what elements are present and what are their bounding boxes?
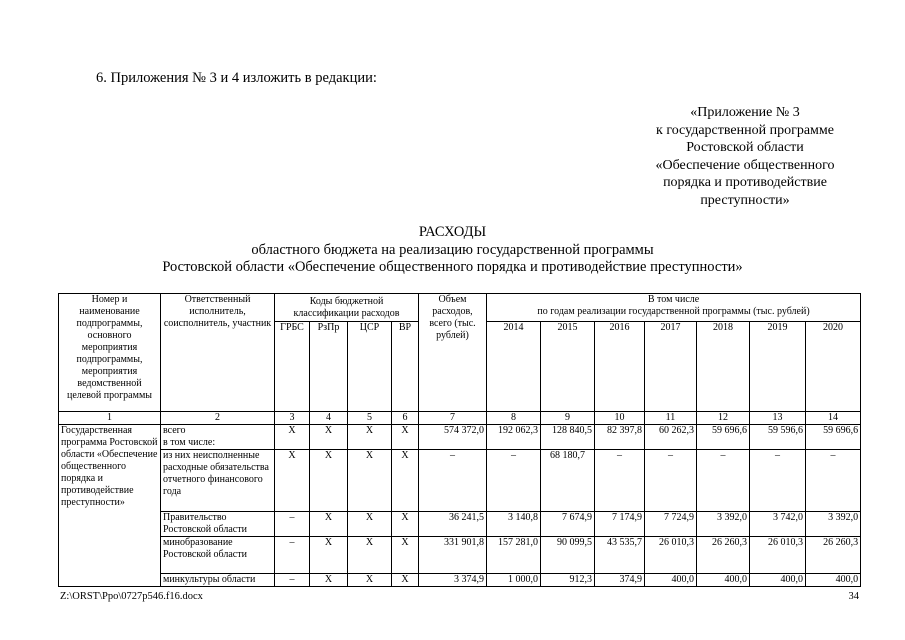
row-vr: Х (392, 512, 419, 537)
header-rzpr: РзПр (310, 322, 348, 412)
row-year-value: 26 260,3 (806, 537, 861, 574)
row-year-value: 82 397,8 (595, 425, 645, 450)
header-executor: Ответственный исполнитель, соисполнитель, участник (161, 294, 275, 412)
column-number: 3 (275, 412, 310, 425)
header-codes: Коды бюджетной классификации расходов (275, 294, 419, 322)
row-year-value: 60 262,3 (645, 425, 697, 450)
row-grbs: – (275, 537, 310, 574)
row-grbs: – (275, 574, 310, 587)
row-year-value: 1 000,0 (487, 574, 541, 587)
column-number: 5 (348, 412, 392, 425)
row-year-value: 68 180,7 (541, 450, 595, 512)
row-year-value: – (487, 450, 541, 512)
row-total: 331 901,8 (419, 537, 487, 574)
expenses-table (58, 293, 861, 587)
title-line-1: РАСХОДЫ (418, 224, 487, 240)
row-executor: из них неисполненные расходные обязательства отчетного финансового года (161, 450, 275, 512)
row-year-value: 90 099,5 (541, 537, 595, 574)
column-number: 12 (697, 412, 750, 425)
appendix-line-6: преступности» (700, 192, 790, 208)
row-csr: Х (348, 512, 392, 537)
row-year-value: 26 010,3 (645, 537, 697, 574)
row-year-value: – (806, 450, 861, 512)
row-executor: минобразование Ростовской области (161, 537, 275, 574)
row-year-value: 26 260,3 (697, 537, 750, 574)
header-year: 2017 (645, 322, 697, 412)
intro-paragraph: 6. Приложения № 3 и 4 изложить в редакции: (96, 70, 377, 86)
row-csr: Х (348, 450, 392, 512)
row-grbs: Х (275, 425, 310, 450)
appendix-line-5: порядка и противодействие (663, 175, 827, 191)
row-executor: Правительство Ростовской области (161, 512, 275, 537)
header-name: Номер и наименование подпрограммы, основного мероприятия подпрограммы, мероприятия ведомственной целевой программы (59, 294, 161, 412)
appendix-line-1: «Приложение № 3 (690, 105, 800, 120)
column-number: 9 (541, 412, 595, 425)
row-year-value: 400,0 (806, 574, 861, 587)
header-csr: ЦСР (348, 322, 392, 412)
row-grbs: – (275, 512, 310, 537)
row-rzpr: Х (310, 512, 348, 537)
row-year-value: – (645, 450, 697, 512)
row-year-value: 59 696,6 (806, 425, 861, 450)
row-year-value: 3 140,8 (487, 512, 541, 537)
program-name: Государственная программа Ростовской области «Обеспечение общественного порядка и противодействие преступности» (59, 425, 161, 587)
header-vr: ВР (392, 322, 419, 412)
header-year: 2016 (595, 322, 645, 412)
title-line-2: областного бюджета на реализацию государственной программы (251, 241, 654, 258)
row-year-value: 400,0 (645, 574, 697, 587)
row-year-value: 7 174,9 (595, 512, 645, 537)
row-year-value: 7 724,9 (645, 512, 697, 537)
header-inc: В том числе (647, 294, 700, 305)
row-year-value: 59 696,6 (697, 425, 750, 450)
row-year-value: 157 281,0 (487, 537, 541, 574)
row-year-value: 3 742,0 (750, 512, 806, 537)
row-vr: Х (392, 450, 419, 512)
row-year-value: 3 392,0 (697, 512, 750, 537)
row-vr: Х (392, 574, 419, 587)
header-including (487, 294, 861, 322)
row-year-value: 912,3 (541, 574, 595, 587)
page-number: 34 (848, 591, 859, 602)
row-year-value: – (595, 450, 645, 512)
row-rzpr: Х (310, 425, 348, 450)
row-year-value: 59 596,6 (750, 425, 806, 450)
appendix-line-4: «Обеспечение общественного (655, 157, 835, 173)
file-path: Z:\ORST\Ppo\0727p546.f16.docx (60, 591, 203, 602)
appendix-line-3: Ростовской области (686, 140, 804, 156)
column-number: 11 (645, 412, 697, 425)
table-row (59, 512, 861, 537)
row-grbs: Х (275, 450, 310, 512)
row-year-value: 192 062,3 (487, 425, 541, 450)
row-vr: Х (392, 425, 419, 450)
row-year-value: 43 535,7 (595, 537, 645, 574)
row-year-value: 26 010,3 (750, 537, 806, 574)
table-row (59, 574, 861, 587)
row-executor: всего в том числе: (161, 425, 275, 450)
row-year-value: 7 674,9 (541, 512, 595, 537)
header-year: 2018 (697, 322, 750, 412)
document-title (0, 224, 905, 277)
appendix-header (600, 104, 890, 210)
column-number: 10 (595, 412, 645, 425)
column-number: 1 (59, 412, 161, 425)
header-year: 2020 (806, 322, 861, 412)
header-by-years: по годам реализации государственной программы (тыс. рублей) (537, 306, 810, 317)
column-number: 7 (419, 412, 487, 425)
row-year-value: 3 392,0 (806, 512, 861, 537)
row-total: – (419, 450, 487, 512)
column-number: 6 (392, 412, 419, 425)
row-rzpr: Х (310, 574, 348, 587)
row-executor: минкультуры области (161, 574, 275, 587)
column-number: 2 (161, 412, 275, 425)
column-number: 8 (487, 412, 541, 425)
row-year-value: 400,0 (697, 574, 750, 587)
header-volume: Объем расходов, всего (тыс. рублей) (419, 294, 487, 412)
row-year-value: – (697, 450, 750, 512)
row-total: 36 241,5 (419, 512, 487, 537)
row-year-value: 374,9 (595, 574, 645, 587)
column-number: 13 (750, 412, 806, 425)
row-total: 3 374,9 (419, 574, 487, 587)
row-year-value: 128 840,5 (541, 425, 595, 450)
table-row (59, 425, 861, 450)
column-numbers-row (59, 412, 861, 425)
column-number: 4 (310, 412, 348, 425)
row-csr: Х (348, 537, 392, 574)
appendix-line-2: к государственной программе (656, 122, 834, 138)
row-vr: Х (392, 537, 419, 574)
header-grbs: ГРБС (275, 322, 310, 412)
row-rzpr: Х (310, 537, 348, 574)
row-total: 574 372,0 (419, 425, 487, 450)
title-line-3: Ростовской области «Обеспечение общественного порядка и противодействие преступности» (162, 259, 743, 275)
header-year: 2019 (750, 322, 806, 412)
row-csr: Х (348, 574, 392, 587)
column-number: 14 (806, 412, 861, 425)
header-year: 2014 (487, 322, 541, 412)
row-year-value: 400,0 (750, 574, 806, 587)
row-year-value: – (750, 450, 806, 512)
header-year: 2015 (541, 322, 595, 412)
row-rzpr: Х (310, 450, 348, 512)
table-row (59, 450, 861, 512)
table-row (59, 537, 861, 574)
row-csr: Х (348, 425, 392, 450)
